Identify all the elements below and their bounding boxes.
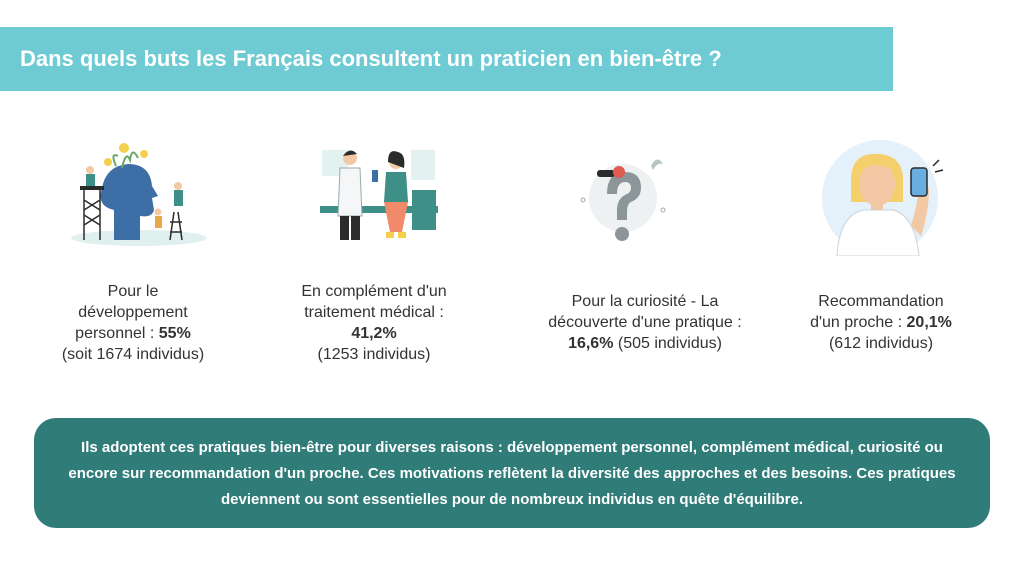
- head-growth-illustration: [66, 140, 212, 248]
- stat-label: d'un proche :: [810, 314, 907, 331]
- stat-line: En complément d'un: [301, 283, 447, 300]
- stat-value: 20,1%: [906, 314, 952, 331]
- stat-value: 16,6%: [568, 335, 614, 352]
- stat-line: [38, 323, 228, 344]
- stat-line: Pour le: [107, 283, 159, 300]
- stat-line: traitement médical :: [304, 304, 444, 321]
- question-mark-binoculars-illustration: [575, 150, 670, 250]
- page-title: Dans quels buts les Français consultent un praticien en bien-être ?: [20, 46, 722, 71]
- stat-value: 41,2%: [351, 325, 397, 342]
- stat-line: Pour la curiosité - La: [571, 293, 719, 310]
- woman-phone-illustration: [807, 140, 953, 256]
- stat-count: (soit 1674 individus): [61, 346, 205, 363]
- stat-line: [786, 312, 976, 333]
- stat-line: Recommandation: [818, 293, 944, 310]
- stat-line: [525, 333, 765, 354]
- stat-recommendation: [786, 291, 976, 354]
- stat-count: (505 individus): [613, 335, 722, 352]
- summary-box: [34, 418, 990, 528]
- stat-medical-complement: [280, 281, 468, 365]
- doctor-patient-illustration: [316, 140, 441, 248]
- stat-value: 55%: [158, 325, 191, 342]
- title-banner: [0, 27, 893, 91]
- stat-curiosity: [525, 291, 765, 354]
- stat-personal-development: [38, 281, 228, 365]
- stat-label: personnel :: [75, 325, 159, 342]
- stat-line: développement: [78, 304, 188, 321]
- stat-line: [280, 323, 468, 344]
- stat-line: découverte d'une pratique :: [548, 314, 742, 331]
- summary-text: Ils adoptent ces pratiques bien-être pour diverses raisons : développement personnel, complément médical, curiosité ou encore sur recommandation d'un proche. Ces motivations reflètent la diversité des approches et des besoins. Ces pratiques deviennent ou sont essentielles pour de nombreux individus en quête d'équilibre.: [68, 439, 956, 508]
- stat-count: (612 individus): [828, 335, 934, 352]
- stat-count: (1253 individus): [317, 346, 431, 363]
